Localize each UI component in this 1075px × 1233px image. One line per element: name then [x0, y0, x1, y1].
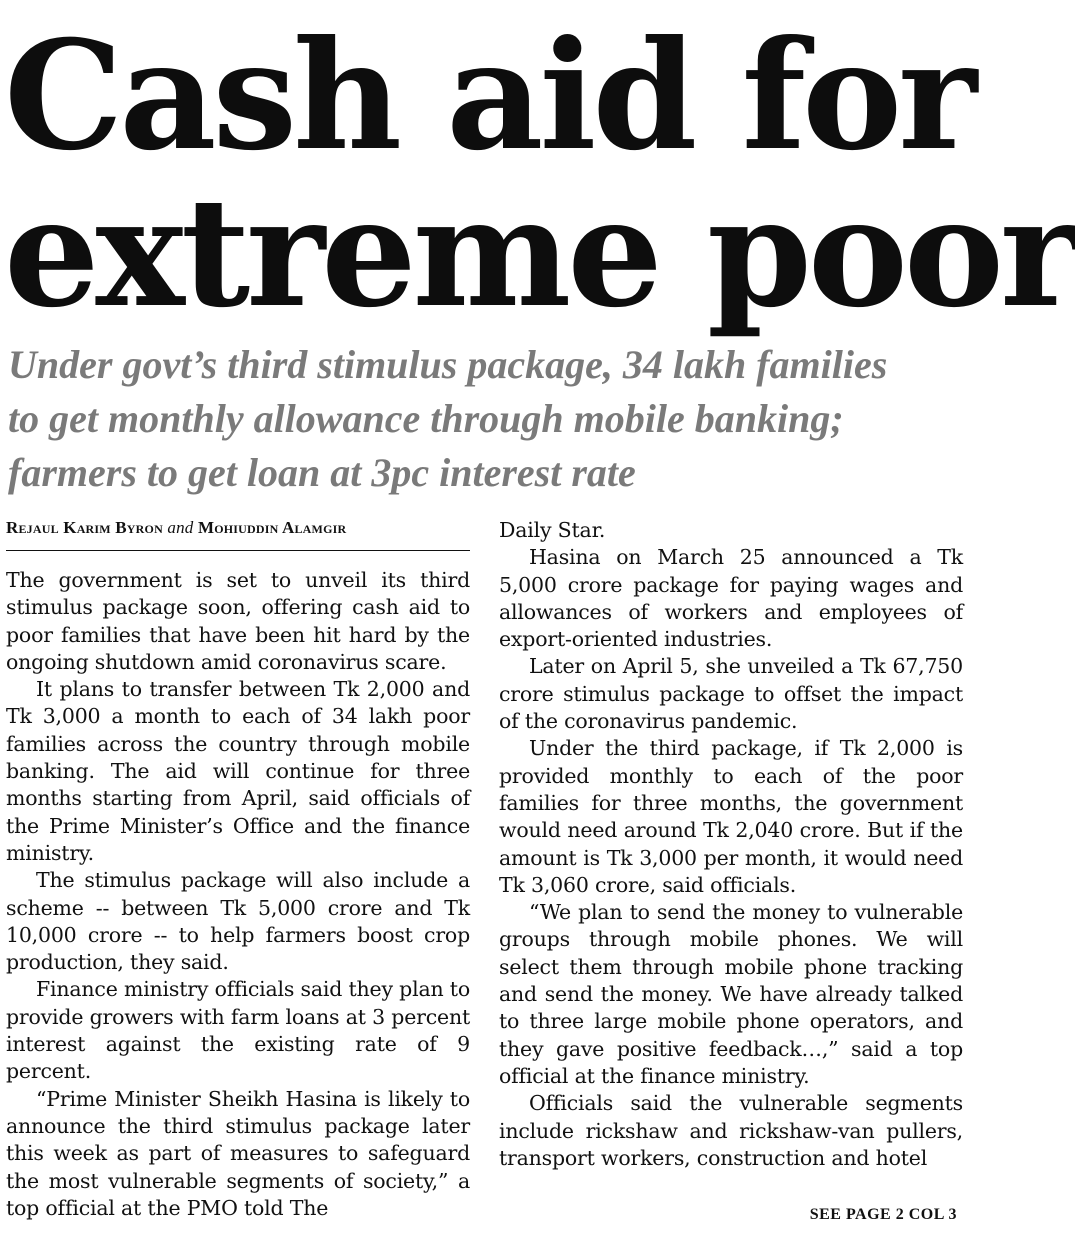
headline-line-1: Cash aid for	[4, 8, 974, 184]
article-paragraph: Finance ministry officials said they plan to provide growers with farm loans at 3 percent interest against the existing rate of 9 percent.	[6, 977, 470, 1084]
article-paragraph: Later on April 5, she unveiled a Tk 67,750 crore stimulus package to offset the impact of the coronavirus pandemic.	[499, 654, 963, 734]
article-column-2	[499, 517, 963, 1172]
article-paragraph: Hasina on March 25 announced a Tk 5,000 crore package for paying wages and allowances of workers and employees of export-oriented industries.	[499, 545, 963, 652]
subheadline-line-3: farmers to get loan at 3pc interest rate	[8, 450, 636, 495]
continued-jump-line: SEE PAGE 2 COL 3	[809, 1206, 957, 1223]
byline	[6, 518, 470, 538]
article-paragraph: “Prime Minister Sheikh Hasina is likely to announce the third stimulus package later this week as part of measures to safeguard the most vulnerable segments of society,” a top official at the PMO told The	[6, 1086, 470, 1220]
article-paragraph: Officials said the vulnerable segments include rickshaw and rickshaw-van pullers, transport workers, construction and hotel	[499, 1091, 963, 1170]
article-paragraph: It plans to transfer between Tk 2,000 and Tk 3,000 a month to each of 34 lakh poor families across the country through mobile banking. The aid will continue for three months starting from April, said officials of the Prime Minister’s Office and the finance ministry.	[6, 677, 470, 865]
headline	[4, 8, 1075, 341]
byline-connector: and	[167, 518, 194, 537]
byline-author-2: Mohiuddin Alamgir	[197, 518, 347, 537]
article-column-1	[6, 567, 470, 1222]
article-paragraph: Under the third package, if Tk 2,000 is provided monthly to each of the poor families for three months, the government would need around Tk 2,040 crore. But if the amount is Tk 3,000 per month, it would need Tk 3,060 crore, said officials.	[499, 736, 963, 897]
byline-divider	[6, 550, 470, 551]
byline-author-1: Rejaul Karim Byron	[6, 518, 163, 537]
subheadline-line-1: Under govt’s third stimulus package, 34 lakh families	[8, 342, 888, 387]
article-paragraph: The government is set to unveil its third stimulus package soon, offering cash aid to poor families that have been hit hard by the ongoing shutdown amid coronavirus scare.	[6, 568, 470, 674]
article-paragraph: Daily Star.	[499, 518, 606, 542]
subheadline-line-2: to get monthly allowance through mobile banking;	[8, 396, 844, 441]
subheadline	[8, 338, 963, 500]
headline-line-2: extreme poor	[4, 165, 1075, 341]
article-paragraph: “We plan to send the money to vulnerable groups through mobile phones. We will select them through mobile phone tracking and send the money. We have already talked to three large mobile phone operators, and they gave positive feedback…,” said a top official at the finance ministry.	[499, 900, 963, 1088]
article-paragraph: The stimulus package will also include a scheme -- between Tk 5,000 crore and Tk 10,000 crore -- to help farmers boost crop production, they said.	[6, 868, 470, 975]
